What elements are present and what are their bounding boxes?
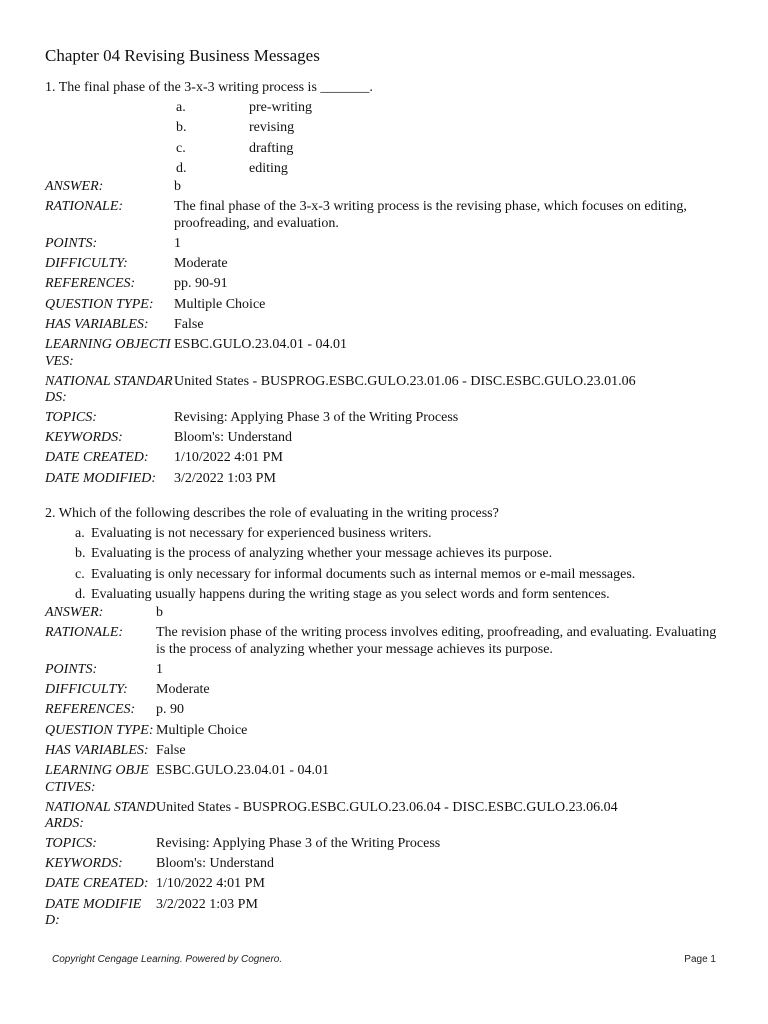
meta-label: POINTS: (45, 235, 98, 251)
meta-value: b (174, 179, 181, 195)
question-metadata (45, 179, 724, 491)
answer-option (45, 159, 724, 179)
meta-value: p. 90 (156, 702, 184, 718)
meta-value: 1 (156, 661, 163, 677)
meta-row-date-modified (45, 897, 724, 930)
answer-option (45, 585, 724, 605)
answer-option (45, 139, 724, 159)
meta-value: False (156, 742, 186, 758)
meta-label: ANSWER: (45, 179, 104, 195)
meta-label: HAS VARIABLES: (45, 742, 149, 758)
meta-value: ESBC.GULO.23.04.01 - 04.01 (156, 763, 330, 779)
meta-label: LEARNING OBJECTIVES: (45, 337, 171, 369)
meta-label: DATE MODIFIED: (45, 896, 142, 929)
answer-options (45, 524, 724, 605)
meta-label: RATIONALE: (45, 199, 124, 215)
meta-value: United States - BUSPROG.ESBC.GULO.23.01.06 - DISC.ESBC.GULO.23.01.06 (174, 373, 636, 389)
answer-option (45, 565, 724, 585)
meta-label: DIFFICULTY: (45, 256, 128, 272)
meta-value: 3/2/2022 1:03 PM (174, 470, 276, 486)
meta-row-question-type (45, 297, 724, 317)
meta-label: ANSWER: (45, 605, 104, 621)
meta-row-national-standards (45, 800, 724, 836)
meta-value: 3/2/2022 1:03 PM (156, 896, 258, 912)
meta-value: Bloom's: Understand (156, 856, 275, 872)
meta-row-has-variables (45, 317, 724, 337)
meta-row-references (45, 276, 724, 296)
option-letter: b. (176, 120, 187, 136)
meta-value: pp. 90-91 (174, 276, 228, 292)
meta-row-topics (45, 836, 724, 856)
meta-row-date-modified (45, 471, 724, 491)
meta-row-difficulty (45, 682, 724, 702)
meta-value: Moderate (174, 256, 228, 272)
option-text: drafting (249, 140, 294, 156)
meta-label: QUESTION TYPE: (45, 296, 154, 312)
meta-label: RATIONALE: (45, 625, 124, 641)
option-text: Evaluating usually happens during the writing stage as you select words and form sentences. (91, 586, 610, 602)
meta-value: 1 (174, 235, 181, 251)
meta-value: Bloom's: Understand (174, 430, 293, 446)
option-letter: a. (75, 526, 85, 541)
meta-value: 1/10/2022 4:01 PM (174, 450, 283, 466)
answer-option (45, 544, 724, 564)
meta-row-has-variables (45, 743, 724, 763)
page-title: Chapter 04 Revising Business Messages (45, 46, 320, 65)
meta-value: Revising: Applying Phase 3 of the Writing Process (156, 835, 441, 851)
meta-label: LEARNING OBJECTIVES: (45, 763, 149, 795)
option-letter: d. (75, 586, 86, 602)
meta-label: DIFFICULTY: (45, 682, 128, 698)
meta-row-date-created (45, 876, 724, 896)
option-letter: c. (75, 566, 85, 582)
question-2 (45, 504, 724, 930)
meta-label: POINTS: (45, 661, 98, 677)
meta-row-references (45, 702, 724, 722)
answer-option (45, 118, 724, 138)
option-letter: d. (176, 160, 187, 176)
meta-label: QUESTION TYPE: (45, 722, 154, 738)
footer-copyright: Copyright Cengage Learning. Powered by Cognero. (52, 954, 283, 965)
meta-label: DATE CREATED: (45, 450, 149, 466)
meta-label: NATIONAL STANDARDS: (45, 799, 156, 832)
answer-options (45, 98, 724, 179)
meta-value: United States - BUSPROG.ESBC.GULO.23.06.04 - DISC.ESBC.GULO.23.06.04 (156, 799, 618, 815)
question-metadata (45, 605, 724, 930)
meta-row-keywords (45, 856, 724, 876)
meta-value: False (174, 316, 204, 332)
meta-row-question-type (45, 723, 724, 743)
meta-value: Multiple Choice (174, 296, 266, 312)
meta-label: KEYWORDS: (45, 430, 123, 446)
meta-row-date-created (45, 450, 724, 470)
meta-row-answer (45, 605, 724, 625)
meta-label: DATE MODIFIED: (45, 470, 157, 486)
meta-row-answer (45, 179, 724, 199)
meta-label: TOPICS: (45, 835, 97, 851)
meta-value: Revising: Applying Phase 3 of the Writing Process (174, 409, 459, 425)
meta-label: DATE CREATED: (45, 876, 149, 892)
meta-value: ESBC.GULO.23.04.01 - 04.01 (174, 337, 348, 353)
meta-value: The revision phase of the writing process involves editing, proofreading, and evaluating. Evaluating is the process of analyzing whether your message achieves its purpose. (156, 625, 717, 657)
meta-value: The final phase of the 3-x-3 writing process is the revising phase, which focuses on editing, proofreading, and evaluation. (174, 199, 687, 231)
option-text: Evaluating is not necessary for experienced business writers. (91, 526, 432, 541)
meta-value: Moderate (156, 682, 210, 698)
meta-label: REFERENCES: (45, 702, 136, 718)
meta-value: b (156, 605, 163, 621)
meta-row-topics (45, 410, 724, 430)
meta-value: 1/10/2022 4:01 PM (156, 876, 265, 892)
meta-row-points (45, 662, 724, 682)
question-text: 1. The final phase of the 3-x-3 writing process is _______. (45, 80, 373, 95)
meta-label: TOPICS: (45, 409, 97, 425)
meta-value: Multiple Choice (156, 722, 248, 738)
question-1 (45, 78, 724, 491)
meta-row-learning-objectives (45, 763, 724, 799)
meta-row-national-standards (45, 374, 724, 410)
option-letter: c. (176, 140, 186, 156)
meta-label: KEYWORDS: (45, 856, 123, 872)
option-text: revising (249, 120, 295, 136)
option-text: editing (249, 160, 288, 176)
option-text: Evaluating is only necessary for informal documents such as internal memos or e-mail messages. (91, 566, 636, 582)
meta-row-rationale (45, 199, 724, 235)
option-letter: b. (75, 546, 86, 562)
option-text: Evaluating is the process of analyzing whether your message achieves its purpose. (91, 546, 553, 562)
answer-option (45, 524, 724, 544)
meta-label: HAS VARIABLES: (45, 316, 149, 332)
meta-row-keywords (45, 430, 724, 450)
option-text: pre-writing (249, 100, 312, 115)
meta-row-difficulty (45, 256, 724, 276)
option-letter: a. (176, 100, 186, 115)
meta-row-learning-objectives (45, 337, 724, 373)
meta-row-rationale (45, 625, 724, 661)
question-text: 2. Which of the following describes the role of evaluating in the writing process? (45, 506, 499, 521)
meta-row-points (45, 236, 724, 256)
footer-page-number: Page 1 (684, 954, 716, 965)
answer-option (45, 98, 724, 118)
meta-label: REFERENCES: (45, 276, 136, 292)
meta-label: NATIONAL STANDARDS: (45, 373, 173, 406)
